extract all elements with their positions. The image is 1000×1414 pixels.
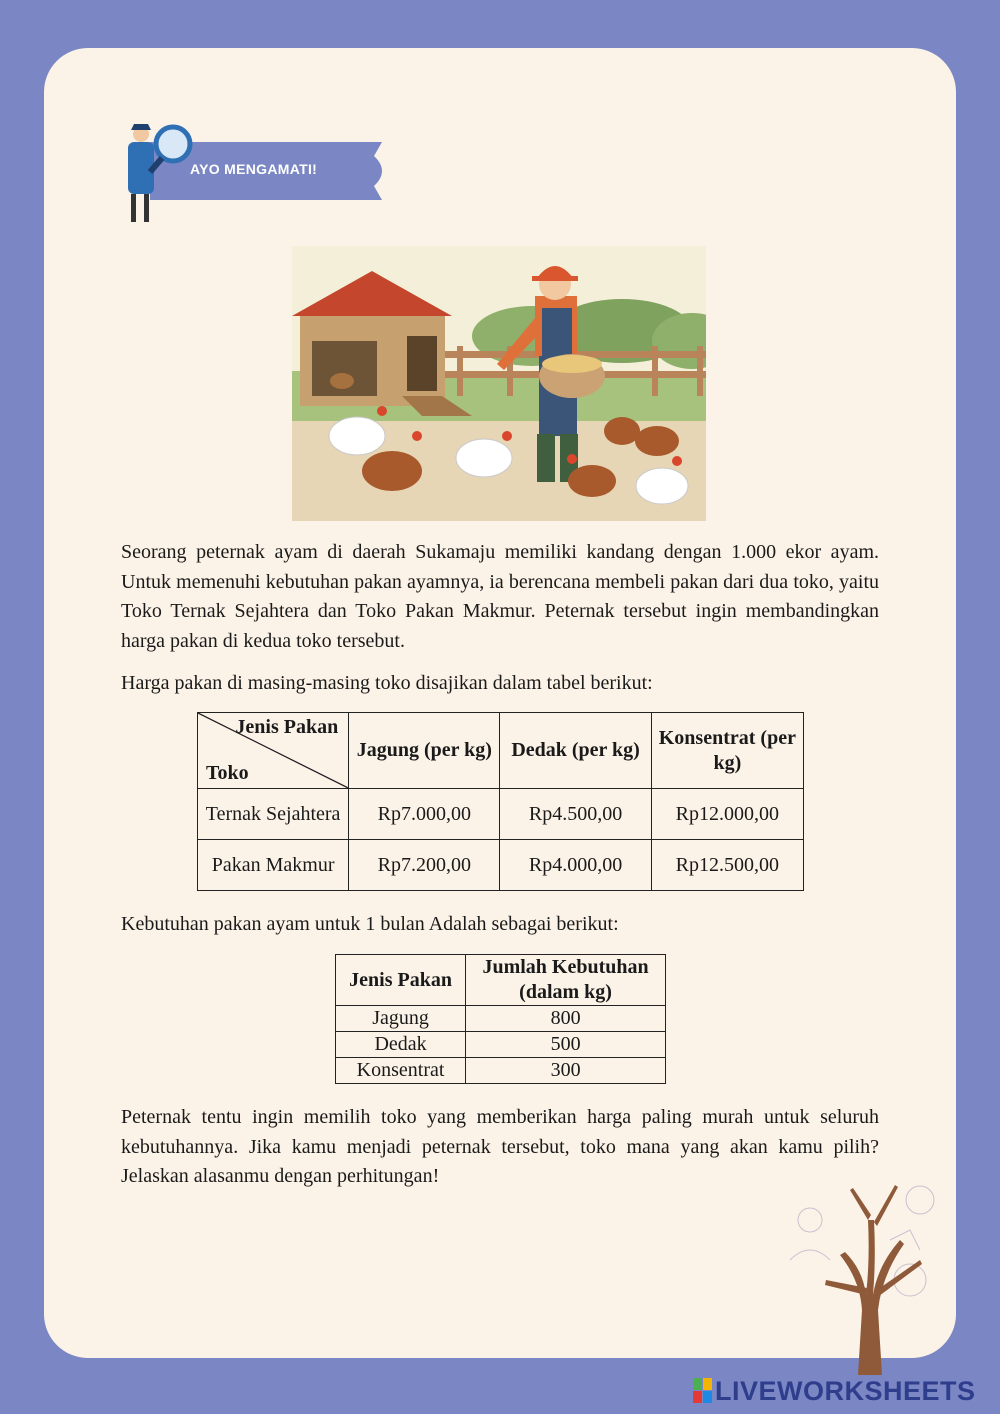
price-cell: Rp4.500,00 [500,789,651,840]
table-row [336,1032,666,1058]
farmer-feeding-chickens-illustration [292,246,706,521]
table-corner-cell [198,713,349,789]
price-cell: Rp4.000,00 [500,840,651,891]
amount-cell: 800 [466,1006,666,1032]
table-row [336,1058,666,1084]
intro-paragraph: Seorang peternak ayam di daerah Sukamaju memiliki kandang dengan 1.000 ekor ayam. Untuk memenuhi kebutuhan pakan ayamnya, ia berencana membeli pakan dari dua toko, yaitu Toko Ternak Sejahtera dan Toko Pakan Makmur. Peternak tersebut ingin membandingkan harga pakan di kedua toko tersebut. [121,541,879,652]
price-table [197,712,804,891]
table-row [198,789,804,840]
logo-text: LIVEWORKSHEETS [715,1375,976,1406]
liveworksheets-logo-icon [693,1378,713,1404]
price-intro-text: Harga pakan di masing-masing toko disajikan dalam tabel berikut: [121,672,653,694]
price-cell: Rp7.000,00 [349,789,500,840]
question-paragraph: Peternak tentu ingin memilih toko yang memberikan harga paling murah untuk seluruh kebutuhannya. Jika kamu menjadi peternak tersebut, toko mana yang akan kamu pilih? Jelaskan alasanmu dengan perhitungan! [121,1106,879,1187]
price-cell: Rp12.000,00 [651,789,803,840]
feed-item-cell: Dedak [336,1032,466,1058]
column-header: Konsentrat (per kg) [651,713,803,789]
corner-bottom-label: Toko [206,762,249,784]
amount-cell: 300 [466,1058,666,1084]
store-name-cell: Pakan Makmur [198,840,349,891]
corner-top-label: Jenis Pakan [235,716,339,738]
feed-item-cell: Jagung [336,1006,466,1032]
column-header: Jumlah Kebutuhan (dalam kg) [466,955,666,1006]
price-cell: Rp12.500,00 [651,840,803,891]
need-table [335,954,666,1084]
store-name-cell: Ternak Sejahtera [198,789,349,840]
amount-cell: 500 [466,1032,666,1058]
math-tree-icon [770,1160,970,1375]
liveworksheets-logo[interactable] [693,1376,976,1406]
price-cell: Rp7.200,00 [349,840,500,891]
column-header: Dedak (per kg) [500,713,651,789]
column-header: Jagung (per kg) [349,713,500,789]
column-header: Jenis Pakan [336,955,466,1006]
feed-item-cell: Konsentrat [336,1058,466,1084]
table-row [198,840,804,891]
table-row [336,1006,666,1032]
detective-magnifier-icon [118,122,198,226]
section-title: AYO MENGAMATI! [190,161,318,177]
need-intro-text: Kebutuhan pakan ayam untuk 1 bulan Adalah sebagai berikut: [121,913,619,935]
